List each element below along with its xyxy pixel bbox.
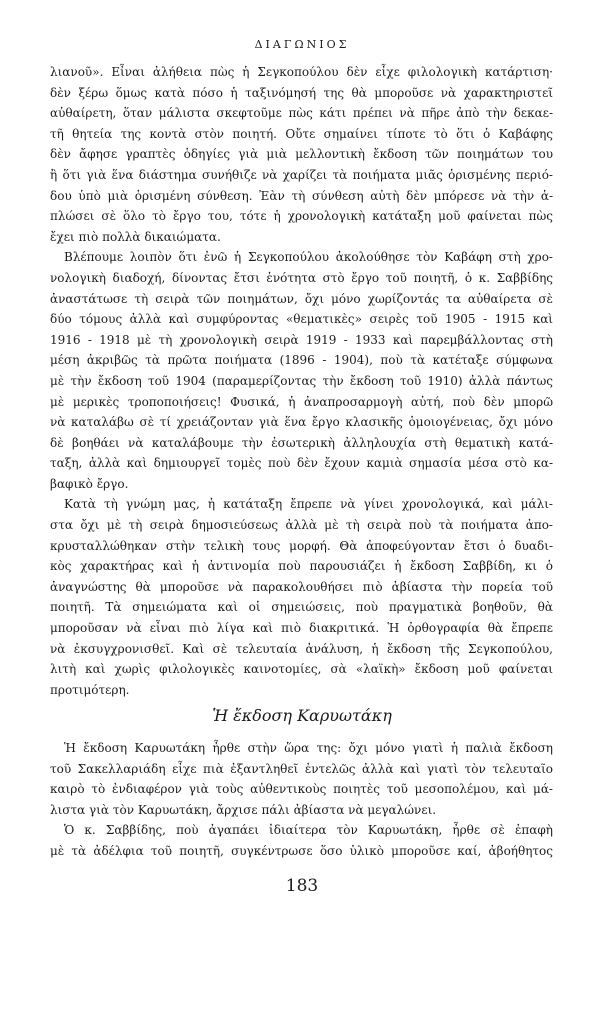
paragraph: [50, 494, 553, 700]
text-line: ἢ ὅτι γιὰ ἕνα διάστημα συνήθιζε νὰ χαρίζει τὰ ποιήματα μιᾶς ὁρισμένης περιό-: [50, 167, 553, 182]
text-line: ἔχει πιὸ πολλὰ δικαιώματα.: [50, 229, 221, 244]
text-line: λιτὴ καὶ χωρὶς φιλολογικὲς καινοτομίες, σὰ «λαϊκὴ» ἔκδοση μοῦ φαίνεται: [50, 662, 553, 677]
text-line: ταξη, ἀλλὰ καὶ δημιουργεῖ τομὲς ποὺ δὲν ἔχουν καμιὰ σημασία μέσα στὸ κα-: [50, 456, 553, 471]
text-line: τοῦ Σακελλαριάδη εἶχε πιὰ ἐξαντληθεῖ ἐντελῶς ἀλλὰ καὶ γιατὶ τὸν τελευταῖο: [50, 761, 553, 776]
text-line: Βλέπουμε λοιπὸν ὅτι ἐνῶ ἡ Σεγκοπούλου ἀκολούθησε τὸν Καβάφη στὴ χρο-: [64, 250, 553, 265]
text-line: Ἡ ἔκδοση Καρυωτάκη ἦρθε στὴν ὥρα της: ὄχι μόνο γιατὶ ἡ παλιὰ ἔκδοση: [64, 741, 553, 755]
text-line: τῆ θητεία της κοντὰ στὸν ποιητή. Οὔτε σημαίνει τίποτε τὸ ὅτι ὁ Καβάφης: [50, 126, 553, 141]
text-line: νὰ καταλάβω σὲ τί χρειάζονταν γιὰ ἕνα ἔργο κλασικῆς ὁμοιογένειας, ὄχι μόνο: [50, 415, 553, 430]
text-line: πλώσει σὲ ὅλο τὸ ἔργο του, τότε ἡ χρονολογικὴ κατάταξη μοῦ φαίνεται πὼς: [50, 209, 553, 224]
page-number: 183: [285, 876, 319, 896]
text-line: αὐθαίρετη, ὅταν μάλιστα σκεφτοῦμε πὼς κάτι πρέπει νὰ πῆρε ἀπὸ τὴν δεκαε-: [50, 106, 553, 121]
running-head: ΔΙΑΓΩΝΙΟΣ: [254, 38, 350, 51]
text-line: Κατὰ τὴ γνώμη μας, ἡ κατάταξη ἔπρεπε νὰ γίνει χρονολογικά, καὶ μάλι-: [64, 497, 553, 512]
paragraph: [50, 820, 553, 861]
text-line: καιρὸ τὸ ἐνδιαφέρον γιὰ τοὺς αὐθεντικοὺς ποιητὲς τοῦ μεσοπολέμου, καὶ μά-: [50, 782, 553, 797]
text-line: ἀναστάτωσε τὴ σειρὰ τῶν ποιημάτων, ὄχι μόνο χωρίζοντάς τα αὐθαίρετα σὲ: [50, 291, 553, 306]
text-line: Ὁ κ. Σαββίδης, ποὺ ἀγαπάει ἰδιαίτερα τὸν Καρυωτάκη, ἦρθε σὲ ἐπαφὴ: [64, 823, 553, 838]
text-line: 1916 - 1918 μὲ τὴ χρονολογικὴ σειρὰ 1919 - 1933 καὶ παρεμβάλλοντας στὴ: [50, 332, 553, 347]
text-line: ποιητῆ. Τὰ σημειώματα καὶ οἱ σημειώσεις, ποὺ πραγματικὰ βοηθοῦν, θὰ: [50, 600, 553, 615]
text-line: μὲ τὴν ἔκδοση τοῦ 1904 (παραμερίζοντας τὴν ἔκδοση τοῦ 1910) ἀλλὰ πάντως: [50, 373, 553, 388]
text-line: μποροῦσαν νὰ εἶναι πιὸ λίγα καὶ πιὸ διακριτικά. Ἡ ὀρθογραφία θὰ ἔπρεπε: [50, 621, 553, 636]
text-line: ἀναγνώστης θὰ μποροῦσε νὰ παρακολουθήσει πιὸ ἀβίαστα τὴν πορεία τοῦ: [50, 579, 553, 594]
body-text-bottom: [50, 738, 553, 862]
paragraph: [50, 62, 553, 247]
text-line: νὰ ἐκσυγχρονισθεῖ. Καὶ σὲ τελευταία ἀνάλυση, ἡ ἔκδοση τῆς Σεγκοπούλου,: [50, 641, 553, 656]
text-line: κὸς χαρακτήρας καὶ ἡ ἀντινομία ποὺ παρουσιάζει ἡ ἔκδοση Σαββίδη, κι ὁ: [50, 559, 553, 574]
text-line: δὲν ξέρω ὅμως κατὰ πόσο ἡ ταξινόμησή της θὰ μποροῦσε νὰ χαρακτηριστεῖ: [50, 85, 553, 100]
paragraph: [50, 247, 553, 494]
text-line: μὲ μερικὲς τροποποιήσεις! Φυσικά, ἡ ἀναπροσαρμογὴ αὐτή, ποὺ δὲν μπορῶ: [50, 394, 553, 409]
section-heading: Ἡ ἔκδοση Καρυωτάκη: [212, 706, 392, 725]
text-line: στα ὄχι μὲ τὴ σειρὰ δημοσιεύσεως ἀλλὰ μὲ τὴ σειρὰ ποὺ τὰ ποιήματα ἀπο-: [50, 518, 553, 533]
text-line: δὲν ἄφησε γραπτὲς ὁδηγίες γιὰ μιὰ μελλοντικὴ ἔκδοση τῶν ποιημάτων του: [50, 147, 553, 162]
text-line: κρυσταλλώθηκαν στὴν τελικὴ τους μορφή. Θὰ ἀποφεύγονταν ἔτσι ὁ δυαδι-: [50, 538, 553, 553]
text-line: δὲ βοηθάει νὰ καταλάβουμε τὴν ἐσωτερικὴ ἀλληλουχία στὴ θεματικὴ κατά-: [50, 435, 553, 450]
paragraph: [50, 738, 553, 820]
text-line: νολογικὴ διαδοχή, δίνοντας ἔτσι ἑνότητα στὸ ἔργο τοῦ ποιητῆ, ὁ κ. Σαββίδης: [50, 270, 553, 285]
text-line: μέση ἀκριβῶς τὰ πρῶτα ποιήματα (1896 - 1904), ποὺ τὰ κατέταξε σύμφωνα: [50, 353, 553, 368]
text-line: μὲ τὰ ἀδέλφια τοῦ ποιητῆ, συγκέντρωσε ὅσο ὑλικὸ μποροῦσε καί, ἀβοήθητος: [50, 843, 553, 858]
text-line: λιστα γιὰ τὸν Καρυωτάκη, ἄρχισε πάλι ἀβίαστα νὰ μεγαλώνει.: [50, 802, 437, 817]
text-line: δου ὑπὸ μιὰ ὁρισμένη σύνθεση. Ἐὰν τὴ σύνθεση αὐτὴ δὲν μπόρεσε νὰ τὴν ἁ-: [50, 188, 553, 203]
text-line: προτιμότερη.: [50, 682, 130, 697]
text-line: δύο τόμους ἀλλὰ καὶ συμφύροντας «θεματικὲς» σειρὲς τοῦ 1905 - 1915 καὶ: [50, 312, 553, 327]
body-text-top: [50, 62, 553, 700]
text-line: βαφικὸ ἔργο.: [50, 476, 129, 491]
text-line: λιανοῦ». Εἶναι ἀλήθεια πὼς ἡ Σεγκοπούλου δὲν εἶχε φιλολογικὴ κατάρτιση·: [50, 65, 553, 79]
